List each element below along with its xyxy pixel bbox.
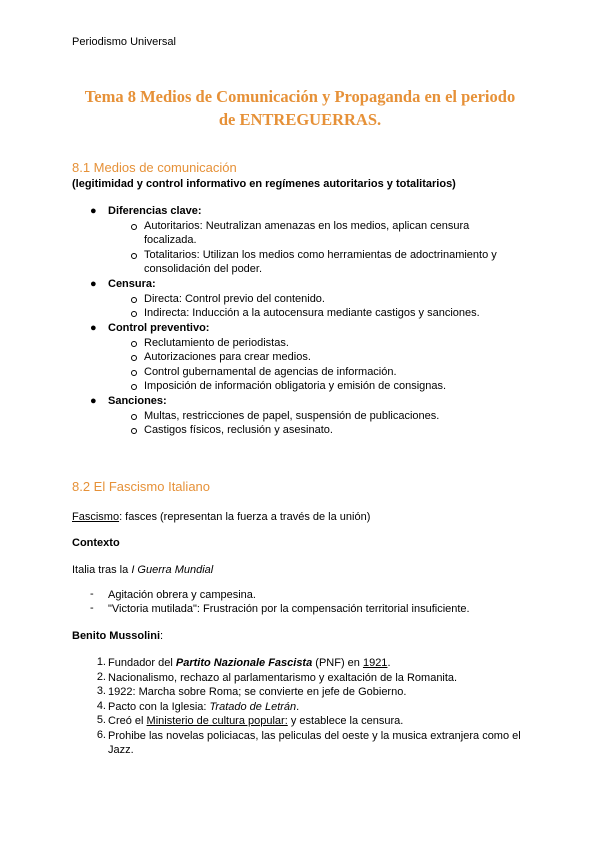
circle-bullet-icon [131, 414, 137, 420]
list-number: 6. [96, 729, 106, 741]
list-number: 5. [96, 714, 106, 726]
list-subitem: Autoritarios: Neutralizan amenazas en los medios, aplican censura [144, 220, 470, 232]
list-number: 1. [96, 656, 106, 668]
list-subitem: Imposición de información obligatoria y emisión de consignas. [144, 380, 447, 392]
title-line-2: de ENTREGUERRAS. [218, 110, 382, 129]
circle-bullet-icon [131, 311, 137, 317]
mussolini-item-2: Nacionalismo, rechazo al parlamentarismo y exaltación de la Romanita. [108, 672, 458, 684]
list-subitem: Totalitarios: Utilizan los medios como herramientas de adoctrinamiento y [144, 249, 497, 261]
text-run: . [296, 701, 300, 713]
circle-bullet-icon [131, 370, 137, 376]
text-run: (PNF) en [312, 657, 363, 669]
contexto-italic: I Guerra Mundial [131, 564, 214, 576]
bullet-dot: ● [90, 278, 97, 290]
text-run: Fundador del [108, 657, 176, 669]
list-number: 4. [96, 700, 106, 712]
mussolini-item-4 [108, 700, 299, 715]
mussolini-colon: : [160, 630, 164, 642]
list-number: 3. [96, 685, 106, 697]
bullet-dot: ● [90, 395, 97, 407]
circle-bullet-icon [131, 384, 137, 390]
contexto-item: "Victoria mutilada": Frustración por la compensación territorial insuficiente. [108, 603, 470, 615]
text-run: y establece la censura. [287, 715, 404, 727]
list-subitem: Castigos físicos, reclusión y asesinato. [144, 424, 333, 436]
dash-bullet: - [90, 602, 94, 614]
circle-bullet-icon [131, 341, 137, 347]
text-run: . [387, 657, 391, 669]
mussolini-item-6: Prohibe las novelas policiacas, las peliculas del oeste y la musica extranjera como el [108, 730, 521, 742]
list-subitem: Indirecta: Inducción a la autocensura mediante castigos y sanciones. [144, 307, 480, 319]
list-subitem: Control gubernamental de agencias de información. [144, 366, 397, 378]
circle-bullet-icon [131, 297, 137, 303]
list-subitem: Reclutamiento de periodistas. [144, 337, 289, 349]
list-label: Censura: [108, 278, 156, 290]
list-subitem: Directa: Control previo del contenido. [144, 293, 325, 305]
list-label: Diferencias clave: [108, 205, 202, 217]
list-subitem-cont: consolidación del poder. [144, 263, 263, 275]
mussolini-item-6-cont: Jazz. [108, 744, 134, 756]
fascismo-definition [72, 510, 370, 525]
document-title [60, 85, 540, 131]
circle-bullet-icon [131, 224, 137, 230]
list-label: Control preventivo: [108, 322, 210, 334]
title-line-1: Tema 8 Medios de Comunicación y Propaganda en el periodo [84, 87, 516, 106]
section-heading-8-1: 8.1 Medios de comunicación [72, 160, 237, 175]
circle-bullet-icon [131, 253, 137, 259]
party-name: Partito Nazionale Fascista [175, 657, 313, 669]
year-1921: 1921 [362, 657, 388, 669]
contexto-intro [72, 563, 213, 578]
section-subheading: (legitimidad y control informativo en regímenes autoritarios y totalitarios) [72, 178, 456, 190]
circle-bullet-icon [131, 355, 137, 361]
contexto-item: Agitación obrera y campesina. [108, 589, 256, 601]
text-run: Pacto con la Iglesia: [108, 701, 210, 713]
contexto-prefix: Italia tras la [72, 564, 132, 576]
circle-bullet-icon [131, 428, 137, 434]
list-subitem: Autorizaciones para crear medios. [144, 351, 311, 363]
section-heading-8-2: 8.2 El Fascismo Italiano [72, 479, 211, 494]
fascismo-term: Fascismo [72, 511, 120, 523]
list-label: Sanciones: [108, 395, 167, 407]
bullet-dot: ● [90, 322, 97, 334]
fascismo-def: : fasces (representan la fuerza a través de la unión) [119, 511, 371, 523]
list-subitem: Multas, restricciones de papel, suspensión de publicaciones. [144, 410, 440, 422]
list-subitem-cont: focalizada. [144, 234, 197, 246]
mussolini-name: Benito Mussolini [72, 630, 160, 642]
dash-bullet: - [90, 588, 94, 600]
text-run: Creó el [108, 715, 147, 727]
mussolini-heading [72, 629, 163, 644]
document-header: Periodismo Universal [72, 36, 176, 48]
mussolini-item-1 [108, 656, 391, 671]
mussolini-item-5 [108, 714, 403, 729]
contexto-heading: Contexto [72, 537, 120, 549]
treaty-name: Tratado de Letrán [209, 701, 297, 713]
mussolini-item-3: 1922: Marcha sobre Roma; se convierte en jefe de Gobierno. [108, 686, 407, 698]
ministry-name: Ministerio de cultura popular: [146, 715, 288, 727]
list-number: 2. [96, 671, 106, 683]
bullet-dot: ● [90, 205, 97, 217]
